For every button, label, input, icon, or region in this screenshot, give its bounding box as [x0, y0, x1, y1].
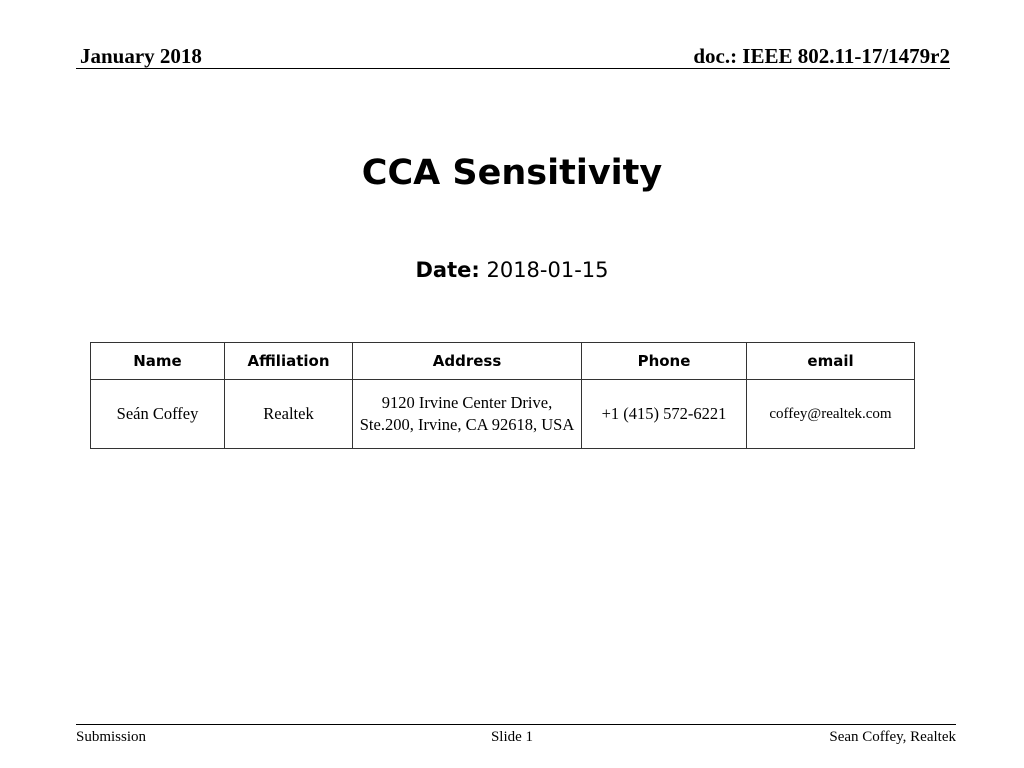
slide-date: [0, 256, 1024, 284]
header-date: January 2018: [80, 44, 202, 68]
date-value: 2018-01-15: [486, 258, 609, 282]
slide-title: CCA Sensitivity: [361, 153, 663, 193]
column-header-address: Address: [353, 343, 582, 380]
header-divider: [76, 68, 950, 69]
column-header-name: Name: [91, 343, 225, 380]
column-header-phone: Phone: [582, 343, 747, 380]
date-label: Date:: [415, 258, 480, 282]
footer-submission: Submission: [76, 729, 147, 745]
header-doc-id: doc.: IEEE 802.11-17/1479r2: [693, 44, 950, 68]
column-header-email: email: [747, 343, 915, 380]
footer-divider: [76, 724, 956, 725]
author-phone: +1 (415) 572-6221: [582, 380, 747, 449]
footer-author: Sean Coffey, Realtek: [829, 729, 956, 745]
author-address: 9120 Irvine Center Drive, Ste.200, Irvine, CA 92618, USA: [353, 380, 582, 449]
footer-slide-number: Slide 1: [490, 729, 534, 745]
authors-table: [90, 342, 915, 449]
column-header-affiliation: Affiliation: [225, 343, 353, 380]
author-name: Seán Coffey: [91, 380, 225, 449]
table-row: [91, 380, 915, 449]
author-affiliation: Realtek: [225, 380, 353, 449]
table-header-row: [91, 343, 915, 380]
author-email: coffey@realtek.com: [747, 380, 915, 449]
